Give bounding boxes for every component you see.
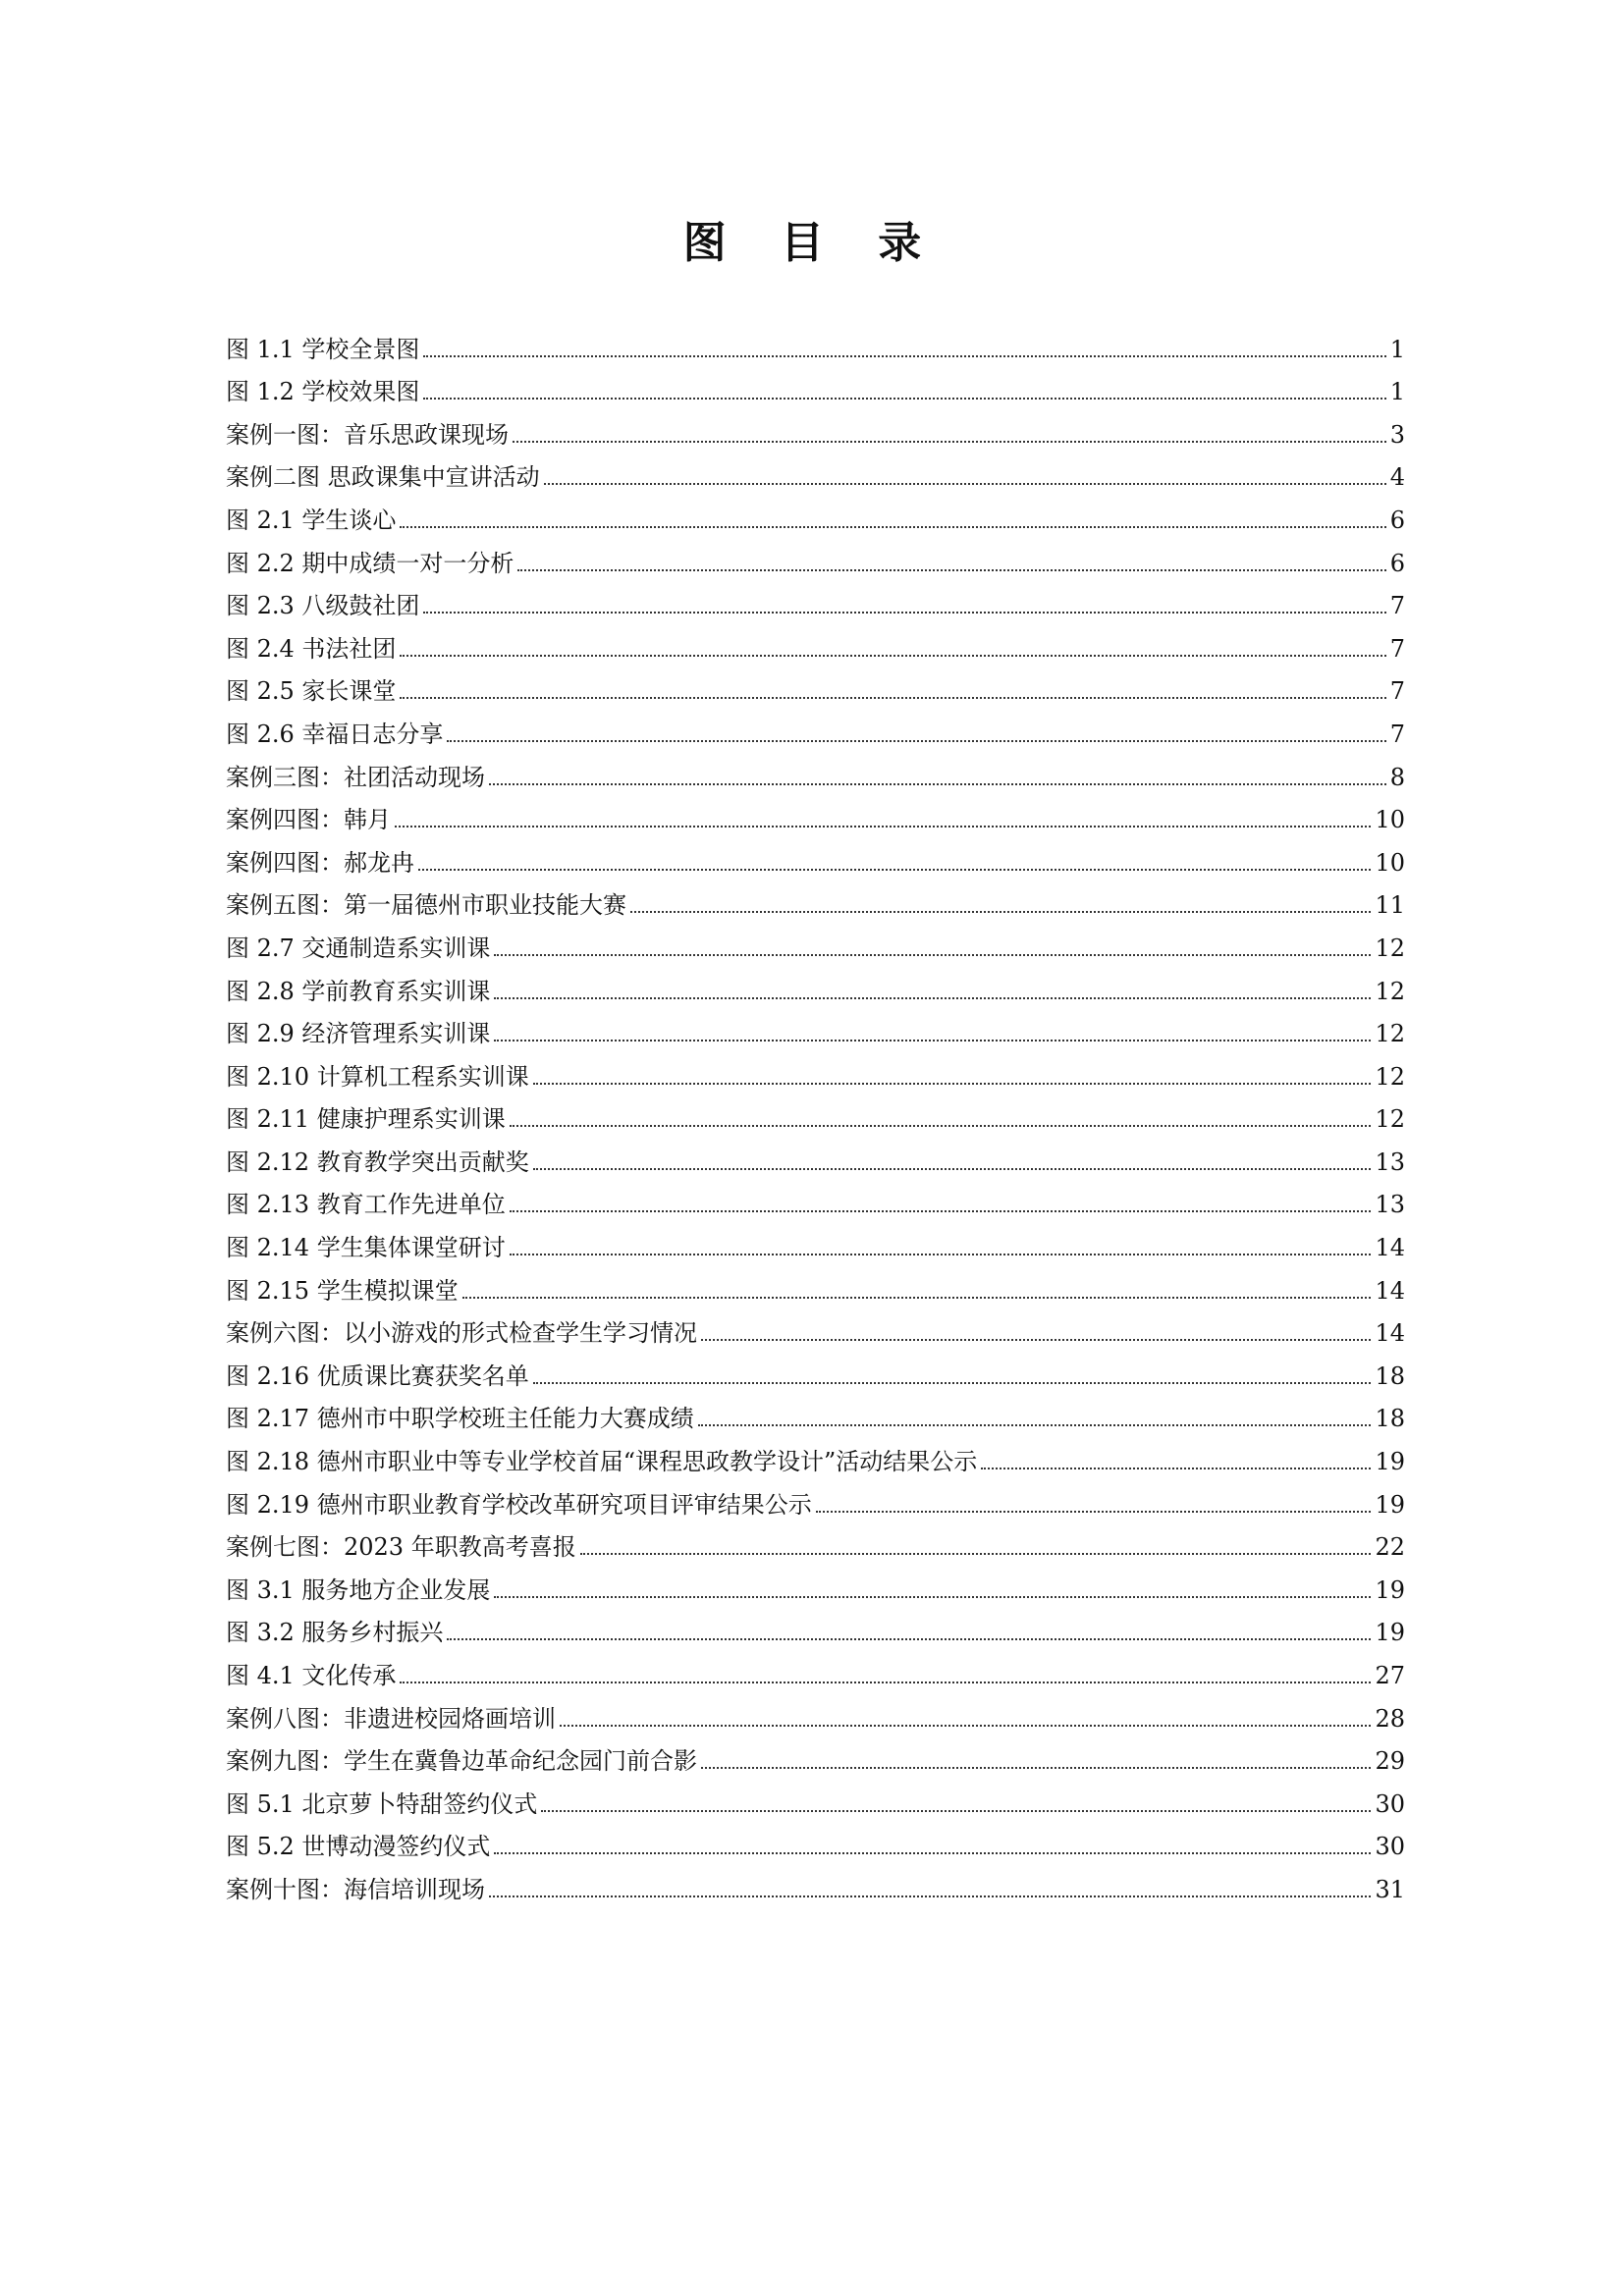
- toc-dot-leader: [423, 355, 1385, 357]
- toc-dot-leader: [489, 1896, 1371, 1897]
- toc-entry[interactable]: [226, 1520, 1405, 1563]
- toc-dot-leader: [423, 398, 1385, 400]
- toc-entry-page-number: 14: [1375, 1276, 1405, 1305]
- toc-entry-label: 案例九图：学生在冀鲁边革命纪念园门前合影: [226, 1747, 697, 1776]
- toc-entry-page-number: 12: [1375, 1105, 1405, 1134]
- toc-entry[interactable]: [226, 1348, 1405, 1391]
- toc-entry-page-number: 8: [1389, 763, 1405, 791]
- toc-entry[interactable]: [226, 1134, 1405, 1177]
- toc-entry-label: 案例十图：海信培训现场: [226, 1875, 485, 1903]
- toc-entry[interactable]: [226, 706, 1405, 749]
- toc-entry-page-number: 7: [1389, 592, 1405, 620]
- toc-entry-label: 图 2.17 德州市中职学校班主任能力大赛成绩: [226, 1405, 694, 1433]
- toc-entry-label: 图 3.1 服务地方企业发展: [226, 1575, 491, 1604]
- toc-entry-label: 图 2.18 德州市职业中等专业学校首届“课程思政教学设计”活动结果公示: [226, 1448, 978, 1476]
- toc-entry[interactable]: [226, 1262, 1405, 1306]
- toc-entry-page-number: 28: [1375, 1704, 1405, 1733]
- toc-entry[interactable]: [226, 450, 1405, 493]
- toc-entry-label: 图 2.7 交通制造系实训课: [226, 934, 491, 962]
- toc-entry-label: 图 2.8 学前教育系实训课: [226, 977, 491, 1005]
- toc-entry-label: 案例八图：非遗进校园烙画培训: [226, 1704, 556, 1733]
- toc-entry-page-number: 3: [1389, 420, 1405, 449]
- toc-entry[interactable]: [226, 321, 1405, 364]
- toc-entry[interactable]: [226, 620, 1405, 664]
- toc-entry-label: 案例四图：韩月: [226, 806, 391, 834]
- toc-entry[interactable]: [226, 1092, 1405, 1135]
- toc-entry-page-number: 7: [1389, 720, 1405, 748]
- toc-entry-label: 图 2.2 期中成绩一对一分析: [226, 549, 514, 577]
- toc-entry-label: 图 2.12 教育教学突出贡献奖: [226, 1148, 529, 1176]
- toc-dot-leader: [447, 740, 1385, 742]
- toc-dot-leader: [400, 526, 1385, 528]
- toc-entry[interactable]: [226, 749, 1405, 792]
- toc-dot-leader: [400, 697, 1385, 699]
- toc-entry-label: 案例七图：2023 年职教高考喜报: [226, 1533, 576, 1562]
- toc-dot-leader: [701, 1339, 1371, 1341]
- page-title: 图 目 录: [682, 218, 942, 268]
- toc-dot-leader: [400, 655, 1385, 657]
- toc-entry[interactable]: [226, 578, 1405, 621]
- toc-entry[interactable]: [226, 1048, 1405, 1092]
- toc-dot-leader: [494, 954, 1371, 956]
- toc-entry[interactable]: [226, 364, 1405, 407]
- toc-entry-label: 图 2.11 健康护理系实训课: [226, 1105, 506, 1134]
- toc-entry[interactable]: [226, 1391, 1405, 1434]
- toc-dot-leader: [533, 1083, 1372, 1085]
- toc-entry[interactable]: [226, 1647, 1405, 1690]
- toc-entry[interactable]: [226, 1861, 1405, 1904]
- toc-entry-label: 案例二图 思政课集中宣讲活动: [226, 463, 540, 492]
- toc-entry-page-number: 13: [1375, 1191, 1405, 1219]
- toc-entry-label: 图 1.2 学校效果图: [226, 378, 420, 406]
- toc-entry-page-number: 19: [1375, 1490, 1405, 1519]
- toc-entry-label: 图 3.2 服务乡村振兴: [226, 1619, 444, 1647]
- toc-dot-leader: [494, 1040, 1371, 1041]
- toc-entry-page-number: 14: [1375, 1319, 1405, 1348]
- toc-entry-page-number: 12: [1375, 1062, 1405, 1091]
- toc-entry-page-number: 19: [1375, 1448, 1405, 1476]
- toc-entry[interactable]: [226, 1605, 1405, 1648]
- figure-list: [226, 321, 1405, 1904]
- toc-entry-page-number: 10: [1375, 806, 1405, 834]
- toc-dot-leader: [544, 483, 1386, 485]
- toc-dot-leader: [462, 1297, 1372, 1299]
- toc-entry-label: 案例五图：第一届德州市职业技能大赛: [226, 891, 626, 920]
- toc-entry-page-number: 11: [1375, 891, 1405, 920]
- toc-entry-label: 图 2.4 书法社团: [226, 634, 397, 663]
- toc-entry-page-number: 31: [1375, 1875, 1405, 1903]
- toc-entry-label: 图 5.2 世博动漫签约仪式: [226, 1833, 491, 1861]
- toc-entry[interactable]: [226, 920, 1405, 963]
- toc-dot-leader: [533, 1382, 1372, 1384]
- toc-entry-label: 图 5.1 北京萝卜特甜签约仪式: [226, 1789, 538, 1818]
- toc-entry[interactable]: [226, 1819, 1405, 1862]
- toc-entry[interactable]: [226, 834, 1405, 878]
- toc-entry-label: 图 2.1 学生谈心: [226, 506, 397, 534]
- toc-entry[interactable]: [226, 1690, 1405, 1734]
- toc-entry[interactable]: [226, 1433, 1405, 1476]
- toc-entry[interactable]: [226, 1306, 1405, 1349]
- toc-dot-leader: [494, 1852, 1371, 1854]
- toc-dot-leader: [489, 783, 1386, 785]
- toc-entry-page-number: 19: [1375, 1575, 1405, 1604]
- toc-entry-label: 图 2.14 学生集体课堂研讨: [226, 1234, 506, 1262]
- toc-entry-label: 图 2.16 优质课比赛获奖名单: [226, 1362, 529, 1390]
- toc-dot-leader: [816, 1511, 1372, 1513]
- toc-entry-page-number: 6: [1389, 549, 1405, 577]
- toc-entry-page-number: 27: [1375, 1662, 1405, 1689]
- toc-entry-page-number: 7: [1389, 677, 1405, 706]
- toc-entry[interactable]: [226, 1476, 1405, 1520]
- toc-entry-page-number: 1: [1389, 378, 1405, 406]
- toc-entry-label: 图 2.10 计算机工程系实训课: [226, 1062, 529, 1091]
- toc-entry-page-number: 30: [1375, 1833, 1405, 1861]
- toc-entry[interactable]: [226, 492, 1405, 535]
- toc-entry-label: 案例三图：社团活动现场: [226, 763, 485, 791]
- toc-entry-label: 案例四图：郝龙冉: [226, 848, 414, 877]
- toc-entry[interactable]: [226, 1177, 1405, 1220]
- toc-entry-page-number: 29: [1375, 1747, 1405, 1776]
- toc-entry-label: 图 2.6 幸福日志分享: [226, 720, 444, 748]
- toc-dot-leader: [541, 1810, 1371, 1812]
- toc-dot-leader: [418, 869, 1371, 871]
- toc-entry[interactable]: [226, 1219, 1405, 1262]
- toc-entry-page-number: 12: [1375, 1020, 1405, 1048]
- toc-dot-leader: [698, 1424, 1372, 1426]
- toc-dot-leader: [560, 1725, 1371, 1727]
- toc-entry[interactable]: [226, 792, 1405, 835]
- toc-entry-page-number: 7: [1389, 634, 1405, 663]
- toc-dot-leader: [447, 1638, 1371, 1640]
- toc-dot-leader: [395, 826, 1371, 828]
- toc-dot-leader: [510, 1210, 1372, 1212]
- toc-entry-page-number: 19: [1375, 1619, 1405, 1647]
- toc-dot-leader: [701, 1767, 1371, 1769]
- toc-entry-page-number: 30: [1375, 1789, 1405, 1818]
- toc-entry[interactable]: [226, 1734, 1405, 1777]
- toc-dot-leader: [580, 1553, 1372, 1555]
- toc-dot-leader: [513, 441, 1386, 443]
- toc-entry-label: 图 2.13 教育工作先进单位: [226, 1191, 506, 1219]
- toc-dot-leader: [510, 1254, 1372, 1255]
- toc-entry-page-number: 13: [1375, 1148, 1405, 1176]
- toc-entry-page-number: 12: [1375, 934, 1405, 962]
- toc-dot-leader: [494, 997, 1371, 999]
- toc-entry[interactable]: [226, 878, 1405, 921]
- toc-entry-page-number: 4: [1389, 463, 1405, 492]
- toc-entry-label: 图 2.9 经济管理系实训课: [226, 1020, 491, 1048]
- toc-entry-page-number: 12: [1375, 977, 1405, 1005]
- toc-entry[interactable]: [226, 963, 1405, 1006]
- toc-entry-page-number: 1: [1389, 335, 1405, 363]
- toc-entry-label: 图 2.15 学生模拟课堂: [226, 1276, 459, 1305]
- toc-entry[interactable]: [226, 1006, 1405, 1049]
- toc-dot-leader: [517, 569, 1385, 571]
- toc-entry[interactable]: [226, 1776, 1405, 1819]
- toc-entry[interactable]: [226, 664, 1405, 707]
- toc-dot-leader: [510, 1125, 1372, 1127]
- toc-entry-page-number: 18: [1375, 1405, 1405, 1433]
- toc-entry-page-number: 18: [1375, 1362, 1405, 1390]
- toc-entry-label: 图 2.3 八级鼓社团: [226, 592, 420, 620]
- toc-entry-label: 案例六图：以小游戏的形式检查学生学习情况: [226, 1319, 697, 1348]
- toc-entry[interactable]: [226, 406, 1405, 450]
- toc-dot-leader: [630, 911, 1371, 913]
- toc-entry-page-number: 10: [1375, 848, 1405, 877]
- toc-entry-label: 案例一图：音乐思政课现场: [226, 420, 509, 449]
- toc-entry-label: 图 2.19 德州市职业教育学校改革研究项目评审结果公示: [226, 1490, 812, 1519]
- toc-entry-page-number: 14: [1375, 1234, 1405, 1262]
- toc-entry-label: 图 4.1 文化传承: [226, 1662, 397, 1689]
- toc-dot-leader: [533, 1168, 1372, 1170]
- toc-entry-page-number: 22: [1375, 1533, 1405, 1562]
- toc-entry-label: 图 2.5 家长课堂: [226, 677, 397, 706]
- toc-dot-leader: [400, 1682, 1371, 1683]
- toc-entry-page-number: 6: [1389, 506, 1405, 534]
- toc-entry[interactable]: [226, 1562, 1405, 1605]
- toc-entry-label: 图 1.1 学校全景图: [226, 335, 420, 363]
- toc-dot-leader: [494, 1596, 1371, 1598]
- toc-dot-leader: [423, 612, 1385, 614]
- toc-dot-leader: [981, 1468, 1371, 1469]
- toc-entry[interactable]: [226, 535, 1405, 578]
